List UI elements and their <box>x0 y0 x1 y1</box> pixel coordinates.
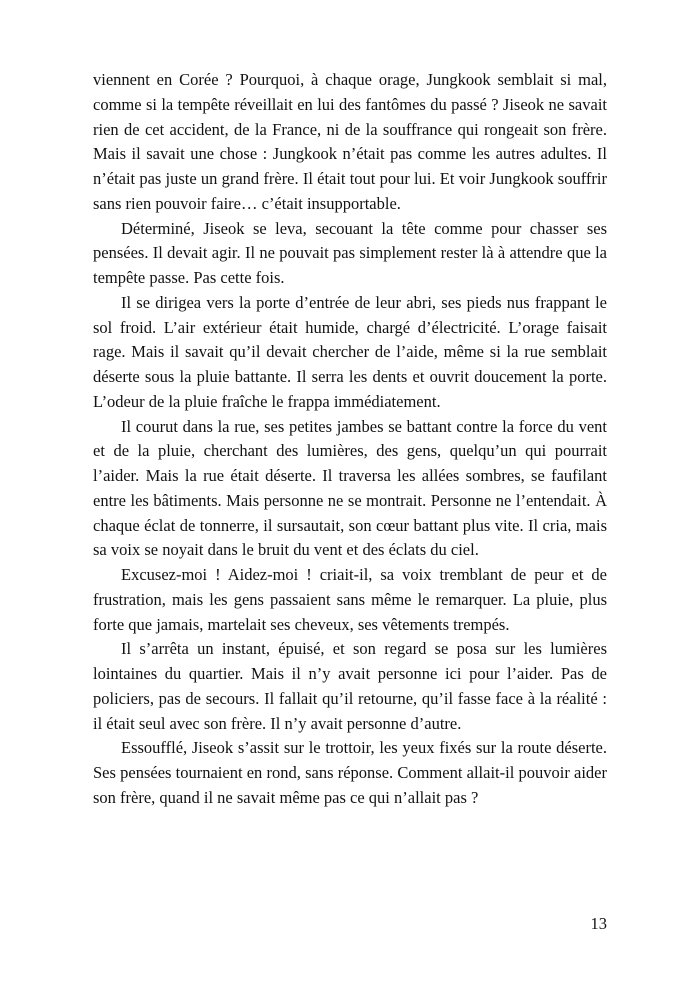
page-number: 13 <box>590 914 607 933</box>
paragraph: Essoufflé, Jiseok s’assit sur le trottoir, les yeux fixés sur la route déserte. Ses pensées tournaient en rond, sans réponse. Comment allait-il pouvoir aider son frère, quand il ne savait même pas ce qui n’allait pas ? <box>93 738 607 807</box>
paragraph: Il se dirigea vers la porte d’entrée de leur abri, ses pieds nus frappant le sol froid. L’air extérieur était humide, chargé d’électricité. L’orage faisait rage. Mais il savait qu’il devait chercher de l’aide, même si la rue semblait déserte sous la pluie battante. Il serra les dents et ouvrit doucement la porte. L’odeur de la pluie fraîche le frappa immédiatement. <box>93 292 607 411</box>
paragraph: viennent en Corée ? Pourquoi, à chaque orage, Jungkook semblait si mal, comme si la tempête réveillait en lui des fantômes du passé ? Jiseok ne savait rien de cet accident, de la France, ni de la souffrance qui rongeait son frère. Mais il savait une chose : Jungkook n’était pas comme les autres adultes. Il n’était pas juste un grand frère. Il était tout pour lui. Et voir Jungkook souffrir sans rien pouvoir faire… c’était insupportable. <box>93 70 607 213</box>
paragraph: Il courut dans la rue, ses petites jambes se battant contre la force du vent et de la pluie, cherchant des lumières, des gens, quelqu’un qui pourrait l’aider. Mais la rue était déserte. Il traversa les allées sombres, se faufilant entre les bâtiments. Mais personne ne se montrait. Personne ne l’entendait. À chaque éclat de tonnerre, il sursautait, son cœur battant plus vite. Il cria, mais sa voix se noyait dans le bruit du vent et des éclats du ciel. <box>93 416 607 560</box>
paragraph: Il s’arrêta un instant, épuisé, et son regard se posa sur les lumières lointaines du quartier. Mais il n’y avait personne ici pour l’aider. Pas de policiers, pas de secours. Il fallait qu’il retourne, qu’il fasse face à la réalité : il était seul avec son frère. Il n’y avait personne d’autre. <box>93 639 607 733</box>
page-text <box>93 68 607 811</box>
paragraph: Déterminé, Jiseok se leva, secouant la tête comme pour chasser ses pensées. Il devait agir. Il ne pouvait pas simplement rester là à attendre que la tempête passe. Pas cette fois. <box>93 218 607 287</box>
paragraph: Excusez-moi ! Aidez-moi ! criait-il, sa voix tremblant de peur et de frustration, mais les gens passaient sans même le remarquer. La pluie, plus forte que jamais, martelait ses cheveux, ses vêtements trempés. <box>93 565 607 634</box>
